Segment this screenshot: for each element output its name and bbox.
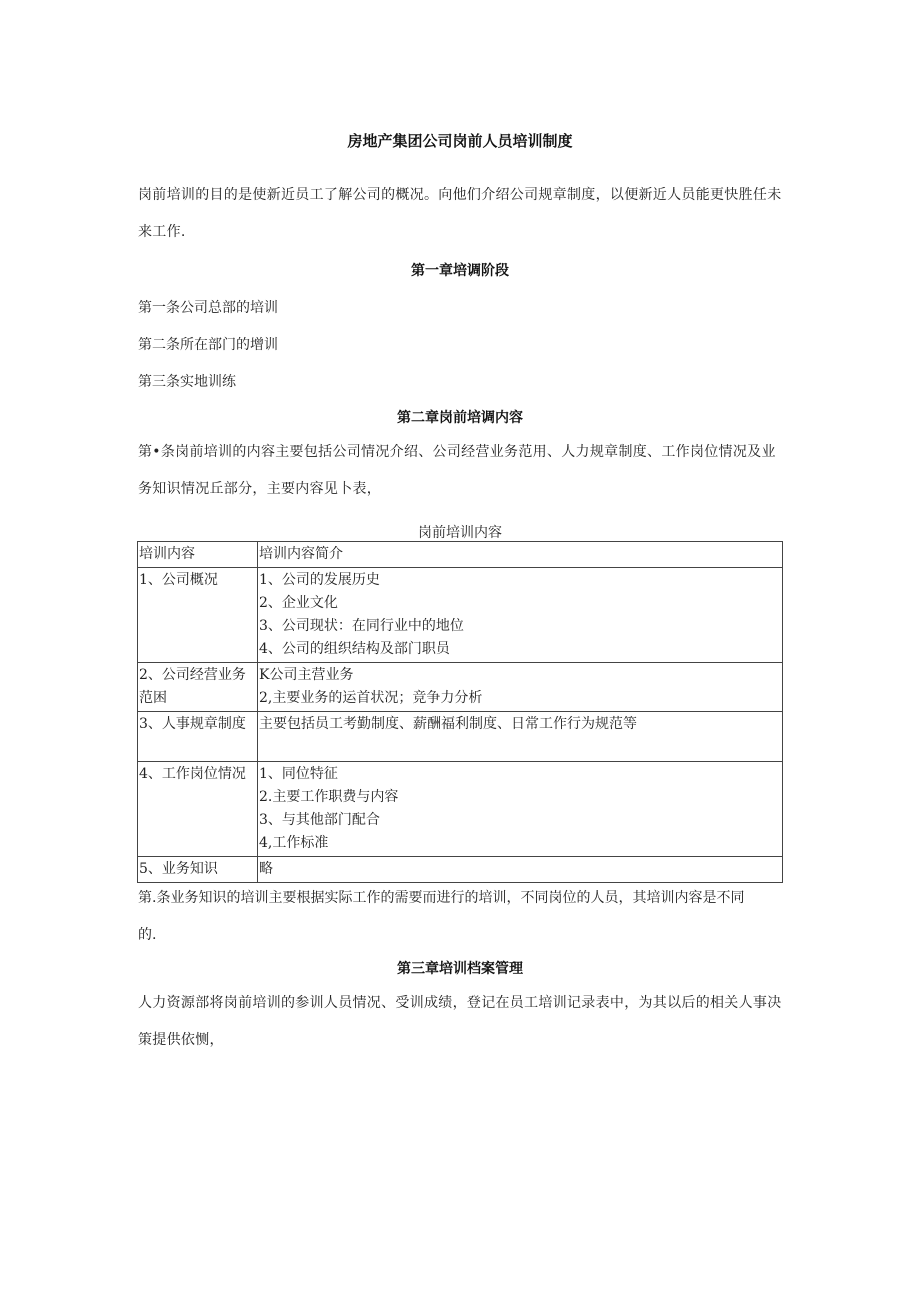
table-row-items	[258, 857, 783, 883]
table-note-paragraph: 第.条业务知识的培训主要根据实际工作的需要而进行的培训，不同岗位的人员，其培训内容是不同的.	[138, 890, 745, 943]
chapter3-heading: 第三章培训档案管理	[397, 961, 523, 977]
chapter1-article-1: 第一条公司总部的培训	[138, 300, 278, 316]
table-caption: 岗前培训内容	[418, 525, 502, 541]
table-row-item: 2.主要工作职费与内容	[259, 789, 399, 805]
chapter3-paragraph: 人力资源部将岗前培训的参训人员情况、受训成绩，登记在员工培训记录表中，为其以后的相关人事决策提供依恻，	[138, 995, 782, 1048]
chapter2-paragraph: 第•条岗前培训的内容主要包括公司情况介绍、公司经营业务范用、人力规章制度、工作岗位情况及业务知识情况丘部分，主要内容见卜表，	[138, 444, 776, 497]
table-row-item: 4,工作标准	[259, 835, 329, 851]
table-row-items	[258, 712, 783, 762]
table-row	[138, 568, 783, 663]
table-row-name: 2、公司经营业务范困	[138, 663, 258, 712]
table-header-cell: 培训内容	[138, 542, 258, 568]
table-row-name: 4、工作岗位情况	[138, 762, 258, 857]
table-row-item: 主要包括员工考勤制度、薪酬福利制度、日常工作行为规范等	[259, 716, 637, 732]
chapter2-heading: 第二章岗前培调内容	[397, 410, 523, 426]
table-row-item: 3、与其他部门配合	[259, 812, 380, 828]
table-row-item: 略	[259, 861, 273, 877]
training-content-table	[137, 541, 783, 883]
table-row-name: 1、公司概况	[138, 568, 258, 663]
table-row-item: 1、同位特征	[259, 766, 338, 782]
table-row-items	[258, 568, 783, 663]
chapter1-article-3: 第三条实地训练	[138, 374, 236, 390]
table-row-item: 2、企业文化	[259, 595, 338, 611]
table-row-name: 5、业务知识	[138, 857, 258, 883]
chapter1-article-2: 第二条所在部门的增训	[138, 337, 278, 353]
table-row	[138, 762, 783, 857]
table-row-item: K公司主营业务	[259, 667, 354, 683]
chapter1-heading: 第一章培调阶段	[411, 263, 509, 279]
table-row-items	[258, 762, 783, 857]
table-row	[138, 663, 783, 712]
table-row-item: 3、公司现状：在同行业中的地位	[259, 618, 464, 634]
table-row-item: 4、公司的组织结构及部门职员	[259, 641, 450, 657]
table-row-name: 3、人事规章制度	[138, 712, 258, 762]
intro-paragraph: 岗前培训的目的是使新近员工了解公司的概况。向他们介绍公司规章制度，以便新近人员能更快胜任未来工作.	[138, 187, 782, 240]
document-title: 房地产集团公司岗前人员培训制度	[347, 132, 573, 150]
table-header-cell: 培训内容简介	[258, 542, 783, 568]
table-row-item: 2,主要业务的运首状况；竞争力分析	[259, 690, 483, 706]
table-row-items	[258, 663, 783, 712]
table-row	[138, 712, 783, 762]
table-row	[138, 857, 783, 883]
table-header-row	[138, 542, 783, 568]
table-row-item: 1、公司的发展历史	[259, 572, 380, 588]
